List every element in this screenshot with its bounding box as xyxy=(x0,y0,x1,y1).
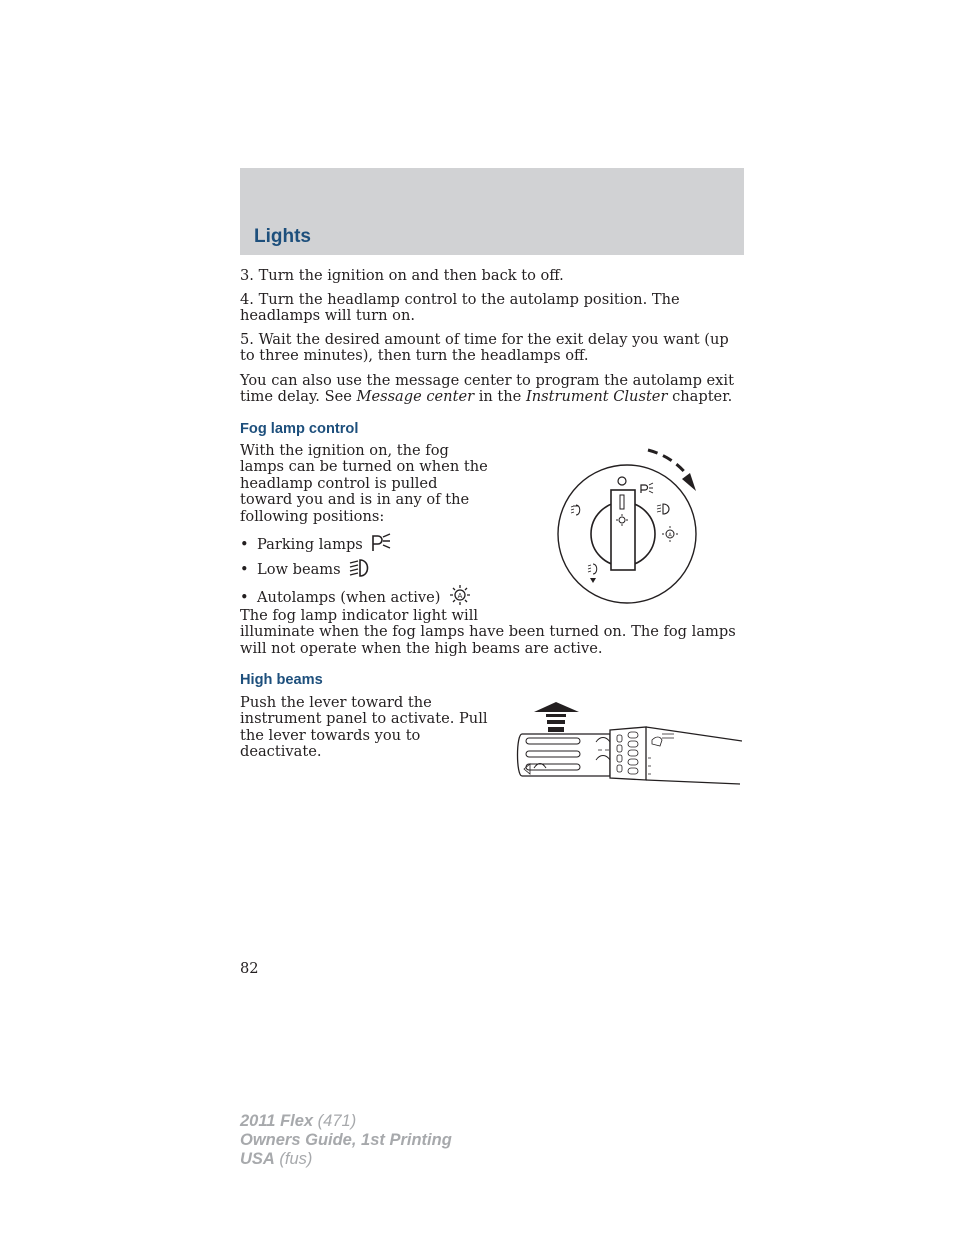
step-4: 4. Turn the headlamp control to the autolamp position. The headlamps will turn on. xyxy=(240,291,680,325)
high-beams-text: Push the lever toward the instrument panel to activate. Pull the lever towards you to deactivate. xyxy=(240,694,488,761)
headlamp-control-dial-figure xyxy=(545,445,705,605)
footer-line-1: 2011 Flex (471) xyxy=(240,1112,357,1130)
multifunction-lever-figure xyxy=(510,700,742,788)
footer-line-2: Owners Guide, 1st Printing xyxy=(240,1131,452,1149)
bullet-parking-lamps: • Parking lamps xyxy=(240,533,392,553)
bullet-low-beams: • Low beams xyxy=(240,558,374,578)
section-header-band xyxy=(240,168,744,255)
autolamps-icon xyxy=(448,584,472,606)
fog-indicator-paragraph: The fog lamp indicator light will illuminate when the fog lamps have been turned on. The fog lamps will not operate when the high beams are active. xyxy=(240,607,736,657)
step-3: 3. Turn the ignition on and then back to off. xyxy=(240,267,564,284)
high-beams-heading: High beams xyxy=(240,672,323,688)
low-beams-icon xyxy=(348,558,374,578)
message-center-paragraph: You can also use the message center to program the autolamp exit time delay. See Message center in the Instrument Cluster chapter. xyxy=(240,372,734,406)
fog-lamp-intro: With the ignition on, the fog lamps can be turned on when the headlamp control is pulled toward you and is in any of the following positions: xyxy=(240,442,488,525)
document-footer xyxy=(240,1112,452,1169)
page-number: 82 xyxy=(240,960,259,977)
svg-text:A: A xyxy=(457,593,463,600)
svg-text:A: A xyxy=(668,532,672,539)
section-title: Lights xyxy=(254,226,311,247)
bullet-autolamps: • Autolamps (when active) A xyxy=(240,584,472,606)
footer-line-3: USA (fus) xyxy=(240,1150,313,1168)
parking-lamps-icon xyxy=(370,533,392,553)
step-5: 5. Wait the desired amount of time for the exit delay you want (up to three minutes), then turn the headlamps off. xyxy=(240,331,729,365)
message-center-reference: Message center xyxy=(356,388,475,406)
fog-lamp-heading: Fog lamp control xyxy=(240,421,359,437)
instrument-cluster-reference: Instrument Cluster xyxy=(525,388,668,406)
